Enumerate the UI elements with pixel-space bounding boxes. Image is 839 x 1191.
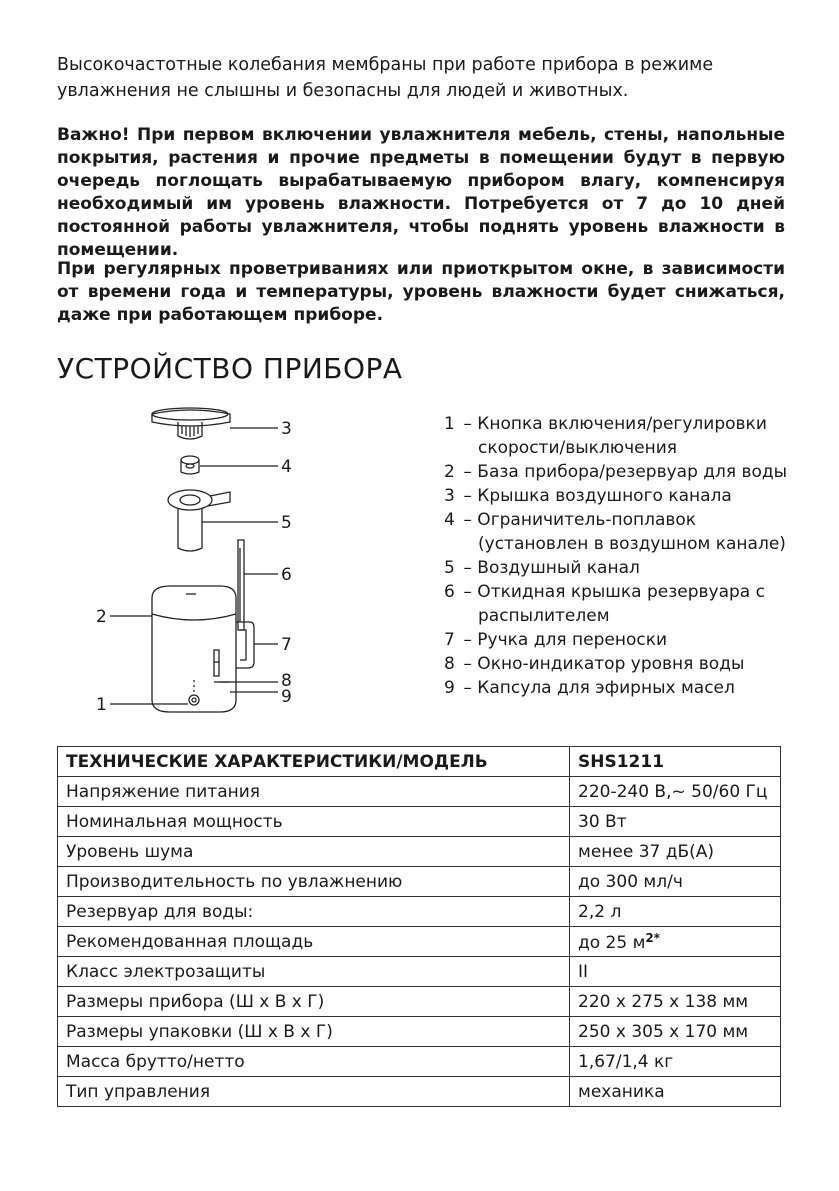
diagram-label-5: 5 [281,513,292,533]
diagram-label-9: 9 [281,687,292,707]
hinged-lid-drawing [238,540,244,630]
intro-paragraph: Высокочастотные колебания мембраны при работе прибора в режиме увлажнения не слышны и безопасны для людей и животных. [57,55,714,101]
diagram-label-1: 1 [96,695,107,715]
spec-header-model: SHS1211 [570,747,781,777]
base-drawing [152,586,254,712]
table-row: Уровень шума менее 37 дБ(А) [58,837,781,867]
device-diagram [90,400,310,720]
diagram-label-2: 2 [96,607,107,627]
table-row: Резервуар для воды: 2,2 л [58,897,781,927]
spec-header-label: ТЕХНИЧЕСКИЕ ХАРАКТЕРИСТИКИ/МОДЕЛЬ [58,747,570,777]
diagram-label-4: 4 [281,457,292,477]
parts-list-item: 4 – Ограничитель-поплавок (установлен в воздушном канале) [444,510,786,554]
table-row: Напряжение питания 220-240 В,~ 50/60 Гц [58,777,781,807]
diagram-label-3: 3 [281,419,292,439]
table-row: Размеры прибора (Ш х В х Г) 220 х 275 х 138 мм [58,987,781,1017]
air-channel-cover-drawing [152,408,230,439]
parts-list-item: 6 – Откидная крышка резервуара с распылителем [444,582,765,626]
diagram-label-6: 6 [281,565,292,585]
parts-list-item: 1 – Кнопка включения/регулировки скорости/выключения [444,414,767,458]
parts-list-item: 8 – Окно-индикатор уровня воды [444,654,745,674]
parts-list-item: 2 – База прибора/резервуар для воды [444,462,788,482]
table-row: Размеры упаковки (Ш х В х Г) 250 х 305 х 170 мм [58,1017,781,1047]
parts-list [444,412,804,700]
area-superscript: 2* [645,930,661,945]
parts-list-item: 9 – Капсула для эфирных масел [444,678,735,698]
table-row: Производительность по увлажнению до 300 мл/ч [58,867,781,897]
diagram-label-8: 8 [281,671,292,691]
ventilation-paragraph: При регулярных проветриваниях или приоткрытом окне, в зависимости от времени года и температуры, уровень влажности будет снижаться, даже при работающем приборе. [57,259,785,325]
important-paragraph: Важно! При первом включении увлажнителя мебель, стены, напольные покрытия, растения и прочие предметы в помещении будут в первую очередь поглощать вырабатываемую прибором влагу, компенсируя необходимый им уровень влажности. Потребуется от 7 до 10 дней постоянной работы увлажнителя, чтобы поднять уровень влажности в помещении. [57,125,785,260]
diagram-label-7: 7 [281,635,292,655]
spec-table-header [58,747,781,777]
parts-list-item: 5 – Воздушный канал [444,558,640,578]
air-channel-drawing [168,490,230,551]
parts-list-item: 3 – Крышка воздушного канала [444,486,732,506]
parts-list-item: 7 – Ручка для переноски [444,630,668,650]
spec-table [57,746,781,1107]
table-row: Номинальная мощность 30 Вт [58,807,781,837]
table-row: Класс электрозащиты II [58,957,781,987]
table-row: Масса брутто/нетто 1,67/1,4 кг [58,1047,781,1077]
float-limiter-drawing [181,456,199,474]
table-row: Тип управления механика [58,1077,781,1107]
table-row: Рекомендованная площадь до 25 $м^{2*}$ [58,927,781,957]
device-heading: УСТРОЙСТВО ПРИБОРА [57,352,403,385]
